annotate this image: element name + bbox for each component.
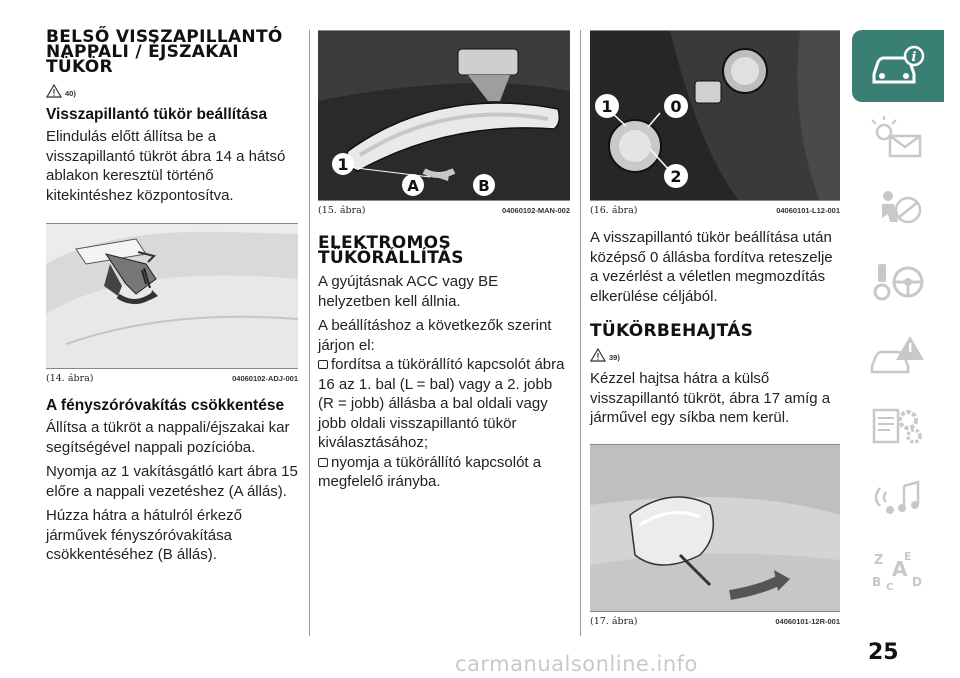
paragraph: Húzza hátra a hátulról érkező járművek fényszóróvakítása csökkentéséhez (B állás).: [46, 507, 242, 563]
multimedia-icon: [868, 476, 928, 520]
watermark: carmanualsonline.info: [455, 652, 698, 676]
figure-17: [590, 444, 840, 612]
paragraph: A beállításhoz a következők szerint járjon el:: [318, 317, 552, 354]
tab-multimedia[interactable]: [852, 462, 944, 534]
paragraph: A visszapillantó tükör beállítása után középső 0 állásba fordítva reteszelje a vezérlést a véletlen megmozdítás elkerülése céljából.: [590, 229, 833, 305]
subheading-mirror-adjust: Visszapillantó tükör beállítása: [46, 106, 268, 123]
tab-car-info[interactable]: [852, 30, 944, 102]
figure-14: [46, 223, 298, 369]
bullet-text: nyomja a tükörállító kapcsolót a megfelelő irányba.: [318, 453, 542, 490]
column-1: [46, 27, 298, 565]
figure-15: [318, 30, 570, 201]
figure-code: 04060101-12R-001: [775, 616, 840, 626]
tab-service-gears[interactable]: [852, 390, 944, 462]
section-title: TÜKÖRBEHAJTÁS: [590, 321, 754, 341]
svg-text:i: i: [911, 50, 917, 65]
figure-label-1: 1: [601, 97, 613, 116]
alphabet-index-icon: [868, 548, 928, 592]
figure-label-0: 0: [670, 97, 682, 116]
chapter-tabs: [852, 30, 944, 606]
checkbox-bullet-icon: [318, 360, 328, 369]
figure-label-a: A: [407, 177, 419, 195]
title-line: TÜKÖRÁLLÍTÁS: [318, 248, 464, 268]
figure-code: 04060101-L12-001: [776, 206, 840, 215]
tab-seat-airbag[interactable]: [852, 174, 944, 246]
tab-alphabet-index[interactable]: [852, 534, 944, 606]
subheading-glare: A fényszóróvakítás csökkentése: [46, 397, 285, 414]
car-info-icon: [868, 44, 928, 88]
svg-text:C: C: [886, 582, 894, 592]
paragraph: Elindulás előtt állítsa be a visszapillantó tükröt ábra 14 a hátsó ablakon keresztül történő kitekintéshez központosítva.: [46, 128, 286, 204]
column-divider: [580, 30, 581, 636]
title-line: ELEKTROMOS: [318, 233, 451, 253]
tab-key-steering[interactable]: [852, 246, 944, 318]
figure-number: (14. ábra): [46, 373, 94, 384]
title-line: BELSŐ VISSZAPILLANTÓ: [46, 27, 283, 47]
key-steering-icon: [868, 260, 928, 304]
figure-label-2: 2: [670, 167, 682, 186]
column-3: [590, 30, 840, 627]
paragraph: A gyújtásnak ACC vagy BE helyzetben kell állnia.: [318, 273, 499, 310]
figure-15-caption: [318, 205, 570, 216]
seat-airbag-icon: [868, 188, 928, 232]
figure-17-illustration: [590, 445, 840, 612]
figure-code: 04060102-MAN-002: [502, 206, 570, 215]
warning-triangle-icon: [590, 348, 606, 362]
section-title: [46, 27, 298, 77]
figure-label-1: 1: [337, 155, 349, 174]
checkbox-bullet-icon: [318, 458, 328, 467]
figure-number: (15. ábra): [318, 205, 366, 216]
figure-17-caption: [590, 616, 840, 627]
bullet-text: fordítsa a tükörállító kapcsolót ábra 16 az 1. bal (L = bal) vagy a 2. jobb (R = jobb) állásba a bal oldali vagy jobb oldali visszapillantó tükör kiválasztásához;: [318, 356, 565, 451]
page-number: 25: [868, 640, 899, 665]
column-divider: [309, 30, 310, 636]
bullet-item: [318, 453, 570, 492]
bullet-item: [318, 355, 570, 453]
paragraph: Nyomja az 1 vakításgátló kart ábra 15 előre a nappali vezetéshez (A állás).: [46, 463, 298, 500]
figure-number: (16. ábra): [590, 205, 638, 216]
warning-triangle-icon: [46, 84, 62, 98]
figure-number: (17. ábra): [590, 615, 638, 627]
title-line: TÜKÖR: [46, 57, 113, 77]
figure-16-caption: [590, 205, 840, 216]
svg-text:D: D: [912, 575, 922, 589]
figure-14-caption: [46, 373, 298, 384]
title-line: NAPPALI / ÉJSZAKAI: [46, 42, 239, 62]
warning-car-icon: [868, 332, 928, 376]
warning-ref-number: 40): [65, 88, 76, 98]
figure-label-b: B: [478, 177, 490, 195]
service-gears-icon: [868, 404, 928, 448]
paragraph: Állítsa a tükröt a nappali/éjszakai kar segítségével nappali pozícióba.: [46, 419, 290, 456]
warning-ref-number: 39): [609, 352, 620, 362]
figure-15-illustration: [318, 31, 570, 201]
column-2: [318, 30, 570, 492]
tab-warning-car[interactable]: [852, 318, 944, 390]
warning-reference: [590, 347, 840, 363]
figure-16-illustration: [590, 31, 840, 201]
figure-code: 04060102-ADJ-001: [232, 374, 298, 383]
tab-dashboard-lights[interactable]: [852, 102, 944, 174]
svg-text:Z: Z: [874, 553, 884, 568]
svg-text:E: E: [904, 550, 912, 563]
warning-reference: [46, 83, 298, 99]
section-title: [318, 233, 570, 268]
figure-16: [590, 30, 840, 201]
figure-14-illustration: [46, 224, 298, 369]
svg-text:B: B: [872, 575, 882, 589]
dashboard-lights-icon: [868, 116, 928, 160]
svg-text:A: A: [892, 557, 908, 581]
paragraph: Kézzel hajtsa hátra a külső visszapillantó tükröt, ábra 17 amíg a járművel egy síkba nem kerül.: [590, 370, 831, 426]
